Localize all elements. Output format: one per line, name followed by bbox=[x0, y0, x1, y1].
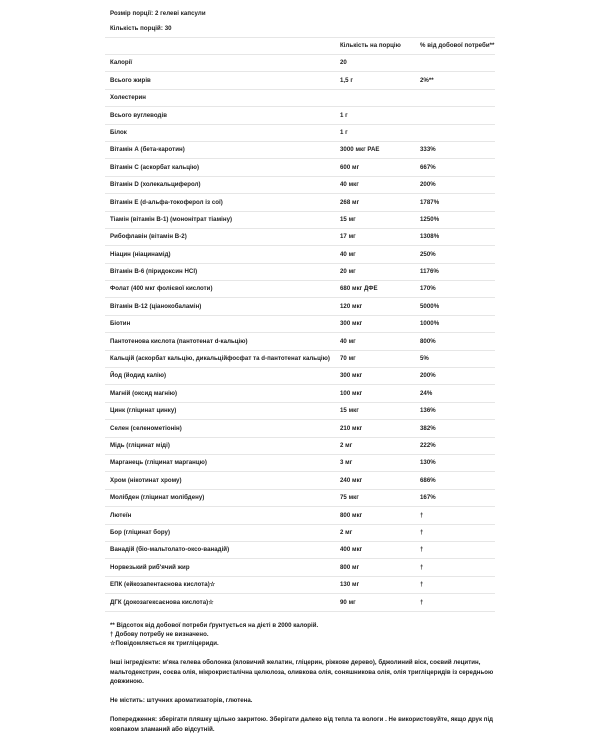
table-row bbox=[105, 402, 495, 419]
nutrient-amount: 2 мг bbox=[335, 524, 415, 541]
other-ingredients-paragraph: Інші інгредієнти: м'яка гелева оболонка (яловичий желатин, гліцерин, ріжкове дерево), бджолиний віск, соєвий лецитин, мальтодекстрин, соєва олія, мікрокристалічна целюлоза, оливкова олія, соняшникова олія, олія тригліцеридів із середньою довжиною. bbox=[110, 659, 494, 685]
nutrient-daily-value: 333% bbox=[415, 141, 495, 158]
nutrient-amount: 90 мг bbox=[335, 594, 415, 611]
nutrient-daily-value: † bbox=[415, 576, 495, 593]
nutrient-amount: 800 мкг bbox=[335, 507, 415, 524]
nutrient-amount: 2 мг bbox=[335, 437, 415, 454]
table-row bbox=[105, 472, 495, 489]
nutrient-name: Мідь (гліцинат міді) bbox=[105, 437, 335, 454]
nutrient-daily-value bbox=[415, 89, 495, 106]
table-row bbox=[105, 524, 495, 541]
nutrient-daily-value: † bbox=[415, 594, 495, 611]
nutrient-name: Біотин bbox=[105, 315, 335, 332]
nutrient-amount: 400 мкг bbox=[335, 541, 415, 558]
table-row bbox=[105, 107, 495, 124]
nutrient-daily-value bbox=[415, 124, 495, 141]
nutrient-amount: 15 мг bbox=[335, 211, 415, 228]
table-row bbox=[105, 455, 495, 472]
nutrition-table-wrapper bbox=[105, 37, 495, 612]
table-row bbox=[105, 55, 495, 72]
nutrient-name: Всього вуглеводів bbox=[105, 107, 335, 124]
nutrient-name: Холестерин bbox=[105, 89, 335, 106]
nutrient-daily-value: 2%** bbox=[415, 72, 495, 89]
nutrient-name: Вітамін B-12 (ціанокобаламін) bbox=[105, 298, 335, 315]
nutrient-daily-value: 686% bbox=[415, 472, 495, 489]
nutrient-amount: 800 мг bbox=[335, 559, 415, 576]
nutrient-name: Вітамін D (холекальциферол) bbox=[105, 176, 335, 193]
table-row bbox=[105, 594, 495, 611]
table-row bbox=[105, 281, 495, 298]
nutrient-name: Вітамін C (аскорбат кальцію) bbox=[105, 159, 335, 176]
nutrient-daily-value: 167% bbox=[415, 489, 495, 506]
nutrient-daily-value: 136% bbox=[415, 402, 495, 419]
nutrient-amount: 40 мг bbox=[335, 246, 415, 263]
nutrient-name: Селен (селенометіонін) bbox=[105, 420, 335, 437]
nutrient-daily-value: 200% bbox=[415, 176, 495, 193]
nutrient-daily-value: † bbox=[415, 541, 495, 558]
nutrient-daily-value: 250% bbox=[415, 246, 495, 263]
table-row bbox=[105, 559, 495, 576]
table-row bbox=[105, 246, 495, 263]
nutrient-amount: 70 мг bbox=[335, 350, 415, 367]
table-row bbox=[105, 350, 495, 367]
nutrient-daily-value: 667% bbox=[415, 159, 495, 176]
table-row bbox=[105, 159, 495, 176]
table-row bbox=[105, 228, 495, 245]
nutrient-amount: 600 мг bbox=[335, 159, 415, 176]
nutrient-daily-value: 170% bbox=[415, 281, 495, 298]
nutrient-name: Молібден (гліцинат молібдену) bbox=[105, 489, 335, 506]
nutrient-daily-value: 5% bbox=[415, 350, 495, 367]
nutrient-daily-value: 1308% bbox=[415, 228, 495, 245]
nutrient-daily-value: 200% bbox=[415, 368, 495, 385]
table-row bbox=[105, 368, 495, 385]
nutrient-daily-value bbox=[415, 107, 495, 124]
column-header-amount: Кількість на порцію bbox=[335, 37, 415, 54]
nutrient-amount: 210 мкг bbox=[335, 420, 415, 437]
table-row bbox=[105, 420, 495, 437]
nutrient-daily-value bbox=[415, 55, 495, 72]
free-from-paragraph: Не містить: штучних ароматизаторів, глютена. bbox=[110, 697, 253, 705]
nutrient-name: Марганець (гліцинат марганцю) bbox=[105, 455, 335, 472]
table-row bbox=[105, 489, 495, 506]
nutrient-amount: 680 мкг ДФЕ bbox=[335, 281, 415, 298]
nutrient-amount: 1 г bbox=[335, 124, 415, 141]
table-row bbox=[105, 141, 495, 158]
nutrient-name: Йод (йодид калію) bbox=[105, 368, 335, 385]
nutrient-amount: 100 мкг bbox=[335, 385, 415, 402]
footnote-dagger: † Добову потребу не визначено. bbox=[110, 630, 209, 638]
table-header bbox=[105, 37, 495, 54]
table-row bbox=[105, 576, 495, 593]
table-row bbox=[105, 124, 495, 141]
table-row bbox=[105, 298, 495, 315]
nutrient-name: ЕПК (ейкозапентаєнова кислота)☆ bbox=[105, 576, 335, 593]
table-row bbox=[105, 211, 495, 228]
serving-count-line: Кількість порцій: 30 bbox=[110, 25, 172, 33]
nutrient-name: Бор (гліцинат бору) bbox=[105, 524, 335, 541]
nutrient-name: Рибофлавін (вітамін B-2) bbox=[105, 228, 335, 245]
nutrient-name: Магній (оксид магнію) bbox=[105, 385, 335, 402]
nutrient-daily-value: † bbox=[415, 559, 495, 576]
table-row bbox=[105, 541, 495, 558]
nutrient-name: Цинк (гліцинат цинку) bbox=[105, 402, 335, 419]
nutrient-name: Ванадій (біо-мальтолато-оксо-ванадій) bbox=[105, 541, 335, 558]
nutrient-amount: 17 мг bbox=[335, 228, 415, 245]
nutrient-amount bbox=[335, 89, 415, 106]
nutrient-name: Вітамін А (бета-каротин) bbox=[105, 141, 335, 158]
nutrient-daily-value: 1176% bbox=[415, 263, 495, 280]
column-header-daily-value: % від добової потреби** bbox=[415, 37, 495, 54]
nutrient-daily-value: 1787% bbox=[415, 194, 495, 211]
nutrient-daily-value: 1250% bbox=[415, 211, 495, 228]
nutrient-daily-value: 24% bbox=[415, 385, 495, 402]
table-row bbox=[105, 89, 495, 106]
nutrient-name: Ніацин (ніацинамід) bbox=[105, 246, 335, 263]
nutrient-name: Вітамін B-6 (піридоксин HCI) bbox=[105, 263, 335, 280]
footnote-star: ☆Повідомляється як тригліцериди. bbox=[110, 640, 219, 648]
nutrient-amount: 240 мкг bbox=[335, 472, 415, 489]
serving-size-line: Розмір порції: 2 гелеві капсули bbox=[110, 10, 206, 17]
nutrient-amount: 20 мг bbox=[335, 263, 415, 280]
nutrient-daily-value: 130% bbox=[415, 455, 495, 472]
nutrient-name: Тіамін (вітамін B-1) (мононітрат тіаміну) bbox=[105, 211, 335, 228]
nutrient-name: Кальцій (аскорбат кальцію, дикальційфосфат та d-пантотенат кальцію) bbox=[105, 350, 335, 367]
table-row bbox=[105, 263, 495, 280]
nutrition-facts-table bbox=[105, 37, 495, 612]
nutrient-amount: 1 г bbox=[335, 107, 415, 124]
nutrient-amount: 300 мкг bbox=[335, 315, 415, 332]
nutrient-amount: 3000 мкг РАЕ bbox=[335, 141, 415, 158]
nutrient-name: Пантотенова кислота (пантотенат d-кальцію) bbox=[105, 333, 335, 350]
nutrient-amount: 120 мкг bbox=[335, 298, 415, 315]
nutrient-name: Білок bbox=[105, 124, 335, 141]
table-row bbox=[105, 437, 495, 454]
table-header-row bbox=[105, 37, 495, 54]
table-row bbox=[105, 315, 495, 332]
warning-paragraph: Попередження: зберігати пляшку щільно закритою. Зберігати далеко від тепла та вологи . Не використовуйте, якщо друк під ковпаком зламаний або відсутній. bbox=[110, 716, 494, 733]
nutrient-name: Калорії bbox=[105, 55, 335, 72]
table-row bbox=[105, 194, 495, 211]
nutrient-daily-value: 5000% bbox=[415, 298, 495, 315]
nutrient-amount: 130 мг bbox=[335, 576, 415, 593]
nutrient-amount: 300 мкг bbox=[335, 368, 415, 385]
nutrient-name: Вітамін Е (d-альфа-токоферол із сої) bbox=[105, 194, 335, 211]
footnotes-section bbox=[105, 612, 495, 734]
table-row bbox=[105, 72, 495, 89]
nutrient-amount: 75 мкг bbox=[335, 489, 415, 506]
table-row bbox=[105, 507, 495, 524]
nutrient-name: Лютеїн bbox=[105, 507, 335, 524]
nutrient-amount: 1,5 г bbox=[335, 72, 415, 89]
nutrient-amount: 3 мг bbox=[335, 455, 415, 472]
nutrient-name: Всього жирів bbox=[105, 72, 335, 89]
nutrient-amount: 40 мкг bbox=[335, 176, 415, 193]
table-body bbox=[105, 55, 495, 612]
nutrient-name: ДГК (докозагексаєнова кислота)☆ bbox=[105, 594, 335, 611]
nutrient-name: Хром (нікотинат хрому) bbox=[105, 472, 335, 489]
nutrient-amount: 15 мкг bbox=[335, 402, 415, 419]
nutrient-amount: 268 мг bbox=[335, 194, 415, 211]
nutrient-daily-value: 800% bbox=[415, 333, 495, 350]
nutrient-amount: 20 bbox=[335, 55, 415, 72]
serving-info bbox=[105, 6, 495, 37]
nutrient-name: Норвезький риб'ячий жир bbox=[105, 559, 335, 576]
nutrient-daily-value: 1000% bbox=[415, 315, 495, 332]
nutrient-daily-value: † bbox=[415, 524, 495, 541]
nutrient-name: Фолат (400 мкг фолієвої кислоти) bbox=[105, 281, 335, 298]
nutrient-daily-value: 382% bbox=[415, 420, 495, 437]
column-header-nutrient bbox=[105, 37, 335, 54]
footnote-daily-value-basis: ** Відсоток від добової потреби ґрунтується на дієті в 2000 калорій. bbox=[110, 621, 319, 629]
nutrient-daily-value: † bbox=[415, 507, 495, 524]
table-row bbox=[105, 176, 495, 193]
nutrient-daily-value: 222% bbox=[415, 437, 495, 454]
table-row bbox=[105, 385, 495, 402]
table-row bbox=[105, 333, 495, 350]
nutrient-amount: 40 мг bbox=[335, 333, 415, 350]
